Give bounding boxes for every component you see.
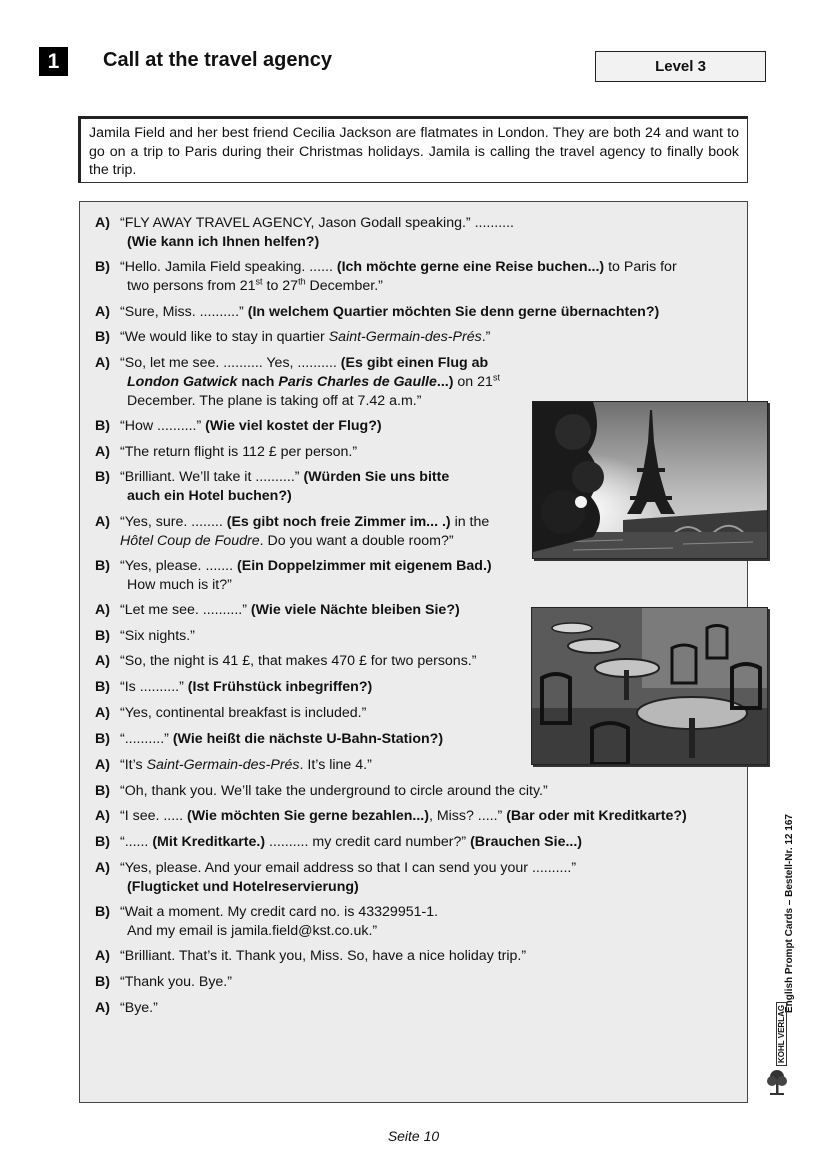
- dialogue-line-6: B) “How ..........” (Wie viel kostet der Flug?): [95, 418, 382, 434]
- page-title: Call at the travel agency: [103, 49, 332, 71]
- publisher-logo: KOHL VERLAG: [776, 1002, 787, 1066]
- dialogue-line-18: B) “Oh, thank you. We’ll take the underground to circle around the city.”: [95, 783, 548, 799]
- dialogue-line-8: B) “Brilliant. We’ll take it ..........” (Würden Sie uns bitte auch ein Hotel buchen?): [95, 469, 450, 504]
- dialogue-line-12: B) “Six nights.”: [95, 628, 195, 644]
- dialogue-line-23: A) “Brilliant. That’s it. Thank you, Miss. So, have a nice holiday trip.”: [95, 948, 527, 964]
- dialogue-line-3: A) “Sure, Miss. ..........” (In welchem Quartier möchten Sie denn gerne übernachten?): [95, 304, 660, 320]
- page-number: Seite 10: [387, 1128, 440, 1144]
- tree-logo-icon: [766, 1068, 788, 1096]
- dialogue-line-20: B) “...... (Mit Kreditkarte.) .......... my credit card number?” (Brauchen Sie...): [95, 834, 583, 850]
- dialogue-line-14: B) “Is ..........” (Ist Frühstück inbegriffen?): [95, 679, 373, 695]
- dialogue-line-21: A) “Yes, please. And your email address so that I can send you your ..........” (Flugticket und Hotelreservierung): [95, 860, 577, 895]
- dialogue-line-1: A) “FLY AWAY TRAVEL AGENCY, Jason Godall speaking.” .......... (Wie kann ich Ihnen helfen?): [95, 215, 515, 250]
- dialogue-line-11: A) “Let me see. ..........” (Wie viele Nächte bleiben Sie?): [95, 602, 460, 618]
- exercise-number: 1: [39, 47, 68, 76]
- eiffel-tower-photo: [532, 401, 768, 559]
- intro-box: Jamila Field and her best friend Cecilia Jackson are flatmates in London. They are both 24 and want to go on a trip to Paris during their Christmas holidays. Jamila is calling the travel agency to finally book the trip.: [78, 116, 748, 183]
- dialogue-line-16: B) “..........” (Wie heißt die nächste U-Bahn-Station?): [95, 731, 444, 747]
- dialogue-line-13: A) “So, the night is 41 £, that makes 470 £ for two persons.”: [95, 653, 477, 669]
- dialogue-line-19: A) “I see. ..... (Wie möchten Sie gerne bezahlen...), Miss? .....” (Bar oder mit Kreditkarte?): [95, 808, 687, 824]
- dialogue-line-7: A) “The return flight is 112 £ per person.”: [95, 444, 358, 460]
- dialogue-line-5: A) “So, let me see. .......... Yes, .......... (Es gibt einen Flug ab London Gatwick nach Paris Charles de Gaulle...) on 21st December. The plane is taking off at 7.42 a.m.”: [95, 355, 500, 409]
- dialogue-line-22: B) “Wait a moment. My credit card no. is 43329951-1. And my email is jamila.field@kst.co.uk.”: [95, 904, 439, 939]
- level-badge: Level 3: [595, 51, 766, 82]
- dialogue-line-4: B) “We would like to stay in quartier Saint-Germain-des-Prés.”: [95, 329, 491, 345]
- dialogue-line-25: A) “Bye.”: [95, 1000, 158, 1016]
- dialogue-line-2: B) “Hello. Jamila Field speaking. ...... (Ich möchte gerne eine Reise buchen...) to Paris for two persons from 21st to 27th December.”: [95, 259, 677, 294]
- cafe-tables-photo: [531, 607, 768, 765]
- dialogue-line-24: B) “Thank you. Bye.”: [95, 974, 232, 990]
- speaker-label: A): [95, 215, 110, 231]
- dialogue-line-15: A) “Yes, continental breakfast is included.”: [95, 705, 367, 721]
- dialogue-line-17: A) “It’s Saint-Germain-des-Prés. It’s line 4.”: [95, 757, 372, 773]
- dialogue-line-9: A) “Yes, sure. ........ (Es gibt noch freie Zimmer im... .) in the Hôtel Coup de Foudre. Do you want a double room?”: [95, 514, 490, 549]
- side-order-text: English Prompt Cards – Bestell-Nr. 12 167: [784, 814, 795, 1013]
- dialogue-line-10: B) “Yes, please. ....... (Ein Doppelzimmer mit eigenem Bad.) How much is it?”: [95, 558, 492, 593]
